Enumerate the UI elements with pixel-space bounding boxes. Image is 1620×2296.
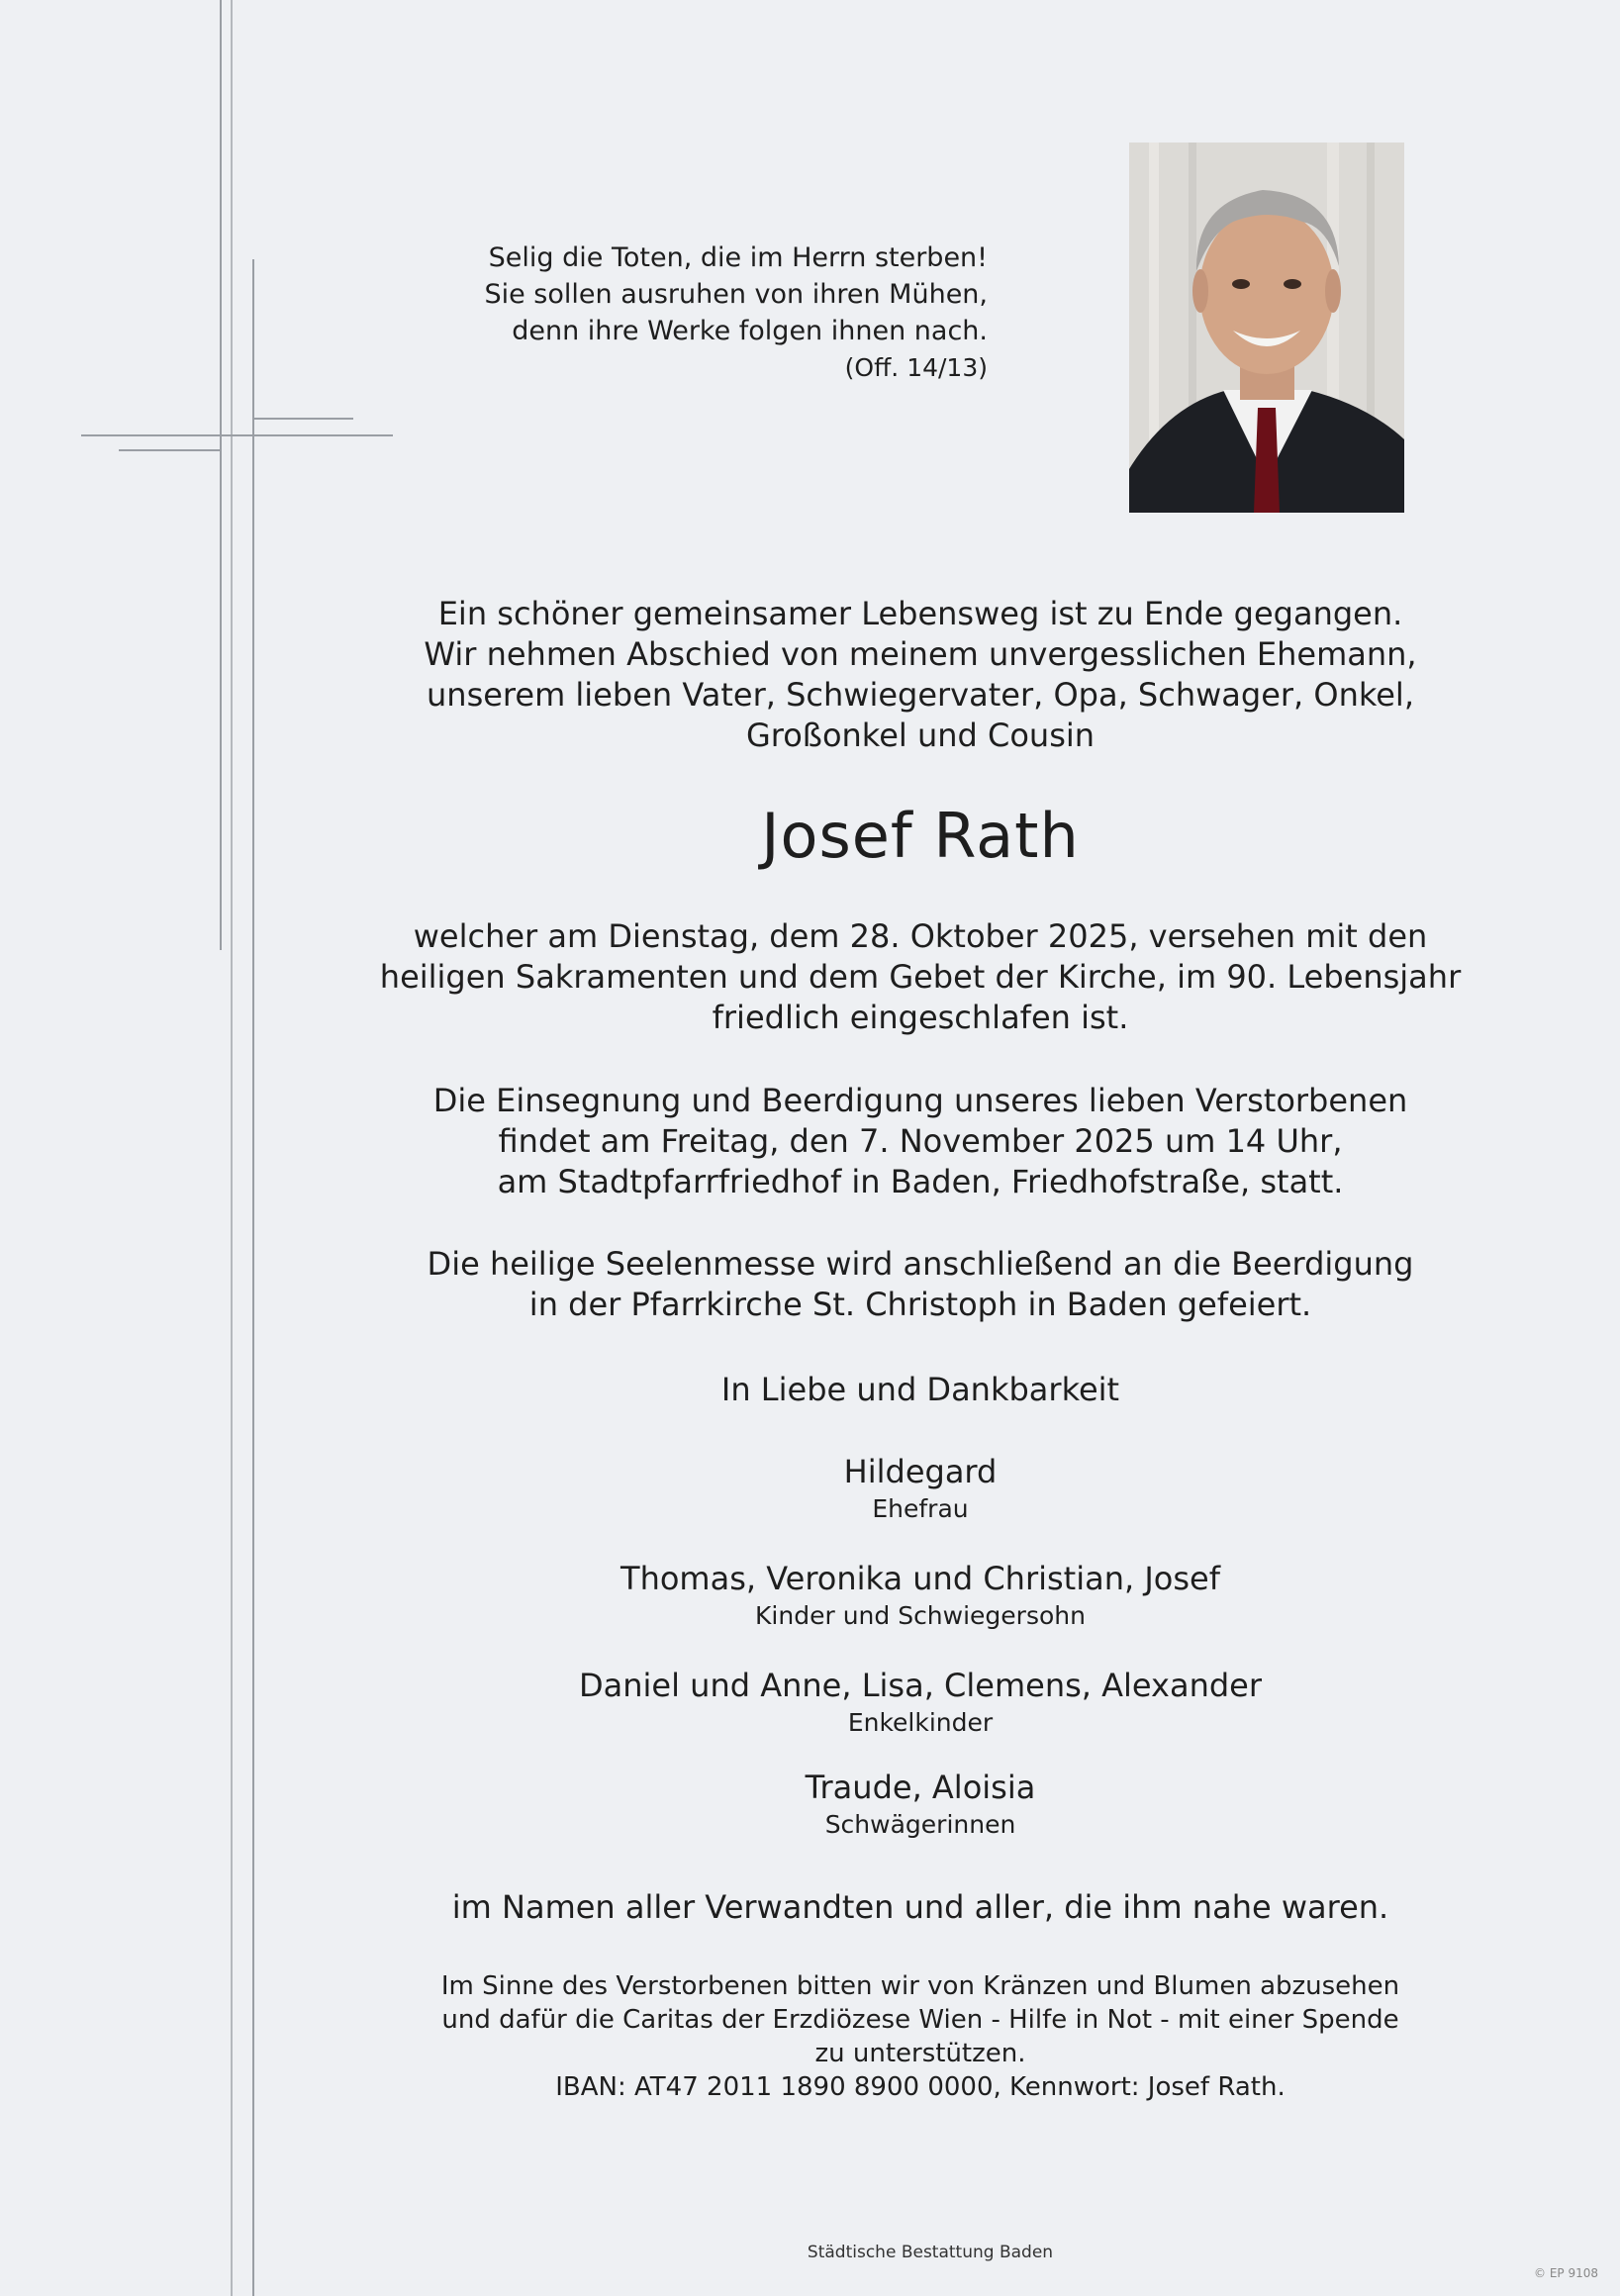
- undertaker-name: Städtische Bestattung Baden: [807, 2243, 1054, 2262]
- family-names: Hildegard: [843, 1453, 998, 1490]
- donation-line: zu unterstützen.: [814, 2039, 1026, 2068]
- closing-line: im Namen aller Verwandten und aller, die ihm nahe waren.: [451, 1888, 1389, 1926]
- funeral-info: [336, 1081, 1504, 1202]
- donation-line: und dafür die Caritas der Erzdiözese Wien - Hilfe in Not - mit einer Spende: [441, 2005, 1399, 2035]
- intro-line: Ein schöner gemeinsamer Lebensweg ist zu Ende gegangen.: [437, 595, 1403, 632]
- death-notice-line: heiligen Sakramenten und dem Gebet der Kirche, im 90. Lebensjahr: [379, 958, 1462, 996]
- donation-line: IBAN: AT47 2011 1890 8900 0000, Kennwort: Josef Rath.: [555, 2072, 1286, 2102]
- cross-line-vertical: [231, 0, 233, 2296]
- donation-line: Im Sinne des Verstorbenen bitten wir von Kränzen und Blumen abzusehen: [440, 1971, 1400, 2001]
- family-role: Ehefrau: [872, 1494, 969, 1523]
- verse-line: Sie sollen ausruhen von ihren Mühen,: [484, 279, 988, 310]
- intro-text: [336, 594, 1504, 756]
- print-code: © EP 9108: [1534, 2266, 1598, 2280]
- funeral-line: Die Einsegnung und Beerdigung unseres lieben Verstorbenen: [432, 1082, 1408, 1119]
- family-role: Schwägerinnen: [824, 1810, 1016, 1839]
- death-notice-line: welcher am Dienstag, dem 28. Oktober 2025, versehen mit den: [413, 917, 1428, 955]
- family-role: Kinder und Schwiegersohn: [755, 1601, 1086, 1630]
- family-names: Thomas, Veronika und Christian, Josef: [620, 1560, 1220, 1597]
- mass-line: in der Pfarrkirche St. Christoph in Baden gefeiert.: [528, 1286, 1312, 1323]
- death-notice-line: friedlich eingeschlafen ist.: [712, 999, 1129, 1036]
- family-names: Daniel und Anne, Lisa, Clemens, Alexander: [578, 1667, 1262, 1704]
- cross-line-horizontal: [119, 449, 222, 451]
- family-group: [336, 1768, 1504, 1842]
- family-group: [336, 1559, 1504, 1633]
- verse-reference: (Off. 14/13): [844, 353, 988, 382]
- bible-verse: [336, 239, 988, 386]
- family-group: [336, 1666, 1504, 1740]
- portrait-icon: [1129, 143, 1404, 513]
- family-names: Traude, Aloisia: [805, 1769, 1036, 1806]
- death-notice: [336, 916, 1504, 1038]
- cross-line-horizontal: [81, 434, 393, 436]
- intro-line: Wir nehmen Abschied von meinem unvergesslichen Ehemann,: [424, 635, 1417, 673]
- funeral-line: am Stadtpfarrfriedhof in Baden, Friedhofstraße, statt.: [497, 1163, 1344, 1200]
- family-group: [336, 1452, 1504, 1526]
- cross-line-vertical: [220, 0, 222, 950]
- cross-line-horizontal: [252, 418, 353, 420]
- family-role: Enkelkinder: [847, 1708, 994, 1737]
- deceased-name: Josef Rath: [761, 800, 1080, 872]
- verse-line: denn ihre Werke folgen ihnen nach.: [512, 316, 988, 346]
- mass-info: [336, 1244, 1504, 1325]
- mass-line: Die heilige Seelenmesse wird anschließend an die Beerdigung: [427, 1245, 1414, 1283]
- love-line: In Liebe und Dankbarkeit: [720, 1371, 1120, 1408]
- intro-line: unserem lieben Vater, Schwiegervater, Opa, Schwager, Onkel,: [427, 676, 1414, 714]
- verse-line: Selig die Toten, die im Herrn sterben!: [488, 242, 988, 273]
- donation-notice: [336, 1969, 1504, 2104]
- cross-line-vertical: [252, 259, 254, 2296]
- funeral-line: findet am Freitag, den 7. November 2025 um 14 Uhr,: [498, 1122, 1343, 1160]
- portrait-photo: [1129, 143, 1404, 513]
- intro-line: Großonkel und Cousin: [745, 717, 1096, 754]
